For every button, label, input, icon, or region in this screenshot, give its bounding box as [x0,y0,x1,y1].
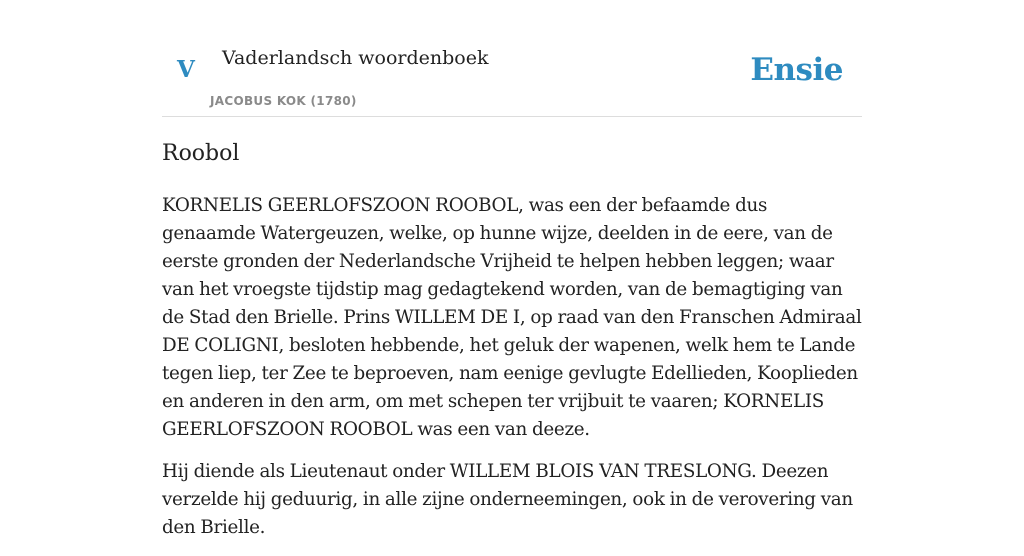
entry-content [162,192,862,556]
entry-paragraph: Hij diende als Lieutenaut onder WILLEM BLOIS VAN TRESLONG. Deezen verzelde hij geduurig, in alle zijne onderneemingen, ook in de verovering van den Brielle. [162,461,853,538]
site-header [162,0,862,117]
ensie-logo[interactable]: Ensie [750,52,843,88]
entry-paragraph: KORNELIS GEERLOFSZOON ROOBOL, was een der befaamde dus genaamde Watergeuzen, welke, op hunne wijze, deelden in de eere, van de eerste gronden der Nederlandsche Vrijheid te helpen hebben leggen; waar van het vroegste tijdstip mag gedagtekend worden, van de bemagtiging van de Stad den Brielle. Prins WILLEM DE I, op raad van den Franschen Admiraal DE COLIGNI, besloten hebbende, het geluk der wapenen, welk hem te Lande tegen liep, ter Zee te beproeven, nam eenige gevlugte Edellieden, Kooplieden en anderen in den arm, om met schepen ter vrijbuit te vaaren; KORNELIS GEERLOFSZOON ROOBOL was een van deeze. [162,195,862,440]
book-author: JACOBUS KOK (1780) [210,94,357,108]
entry-title: Roobol [162,141,240,166]
book-title-link[interactable]: Vaderlandsch woordenboek [222,47,489,69]
book-letter-badge[interactable]: V [177,56,195,83]
